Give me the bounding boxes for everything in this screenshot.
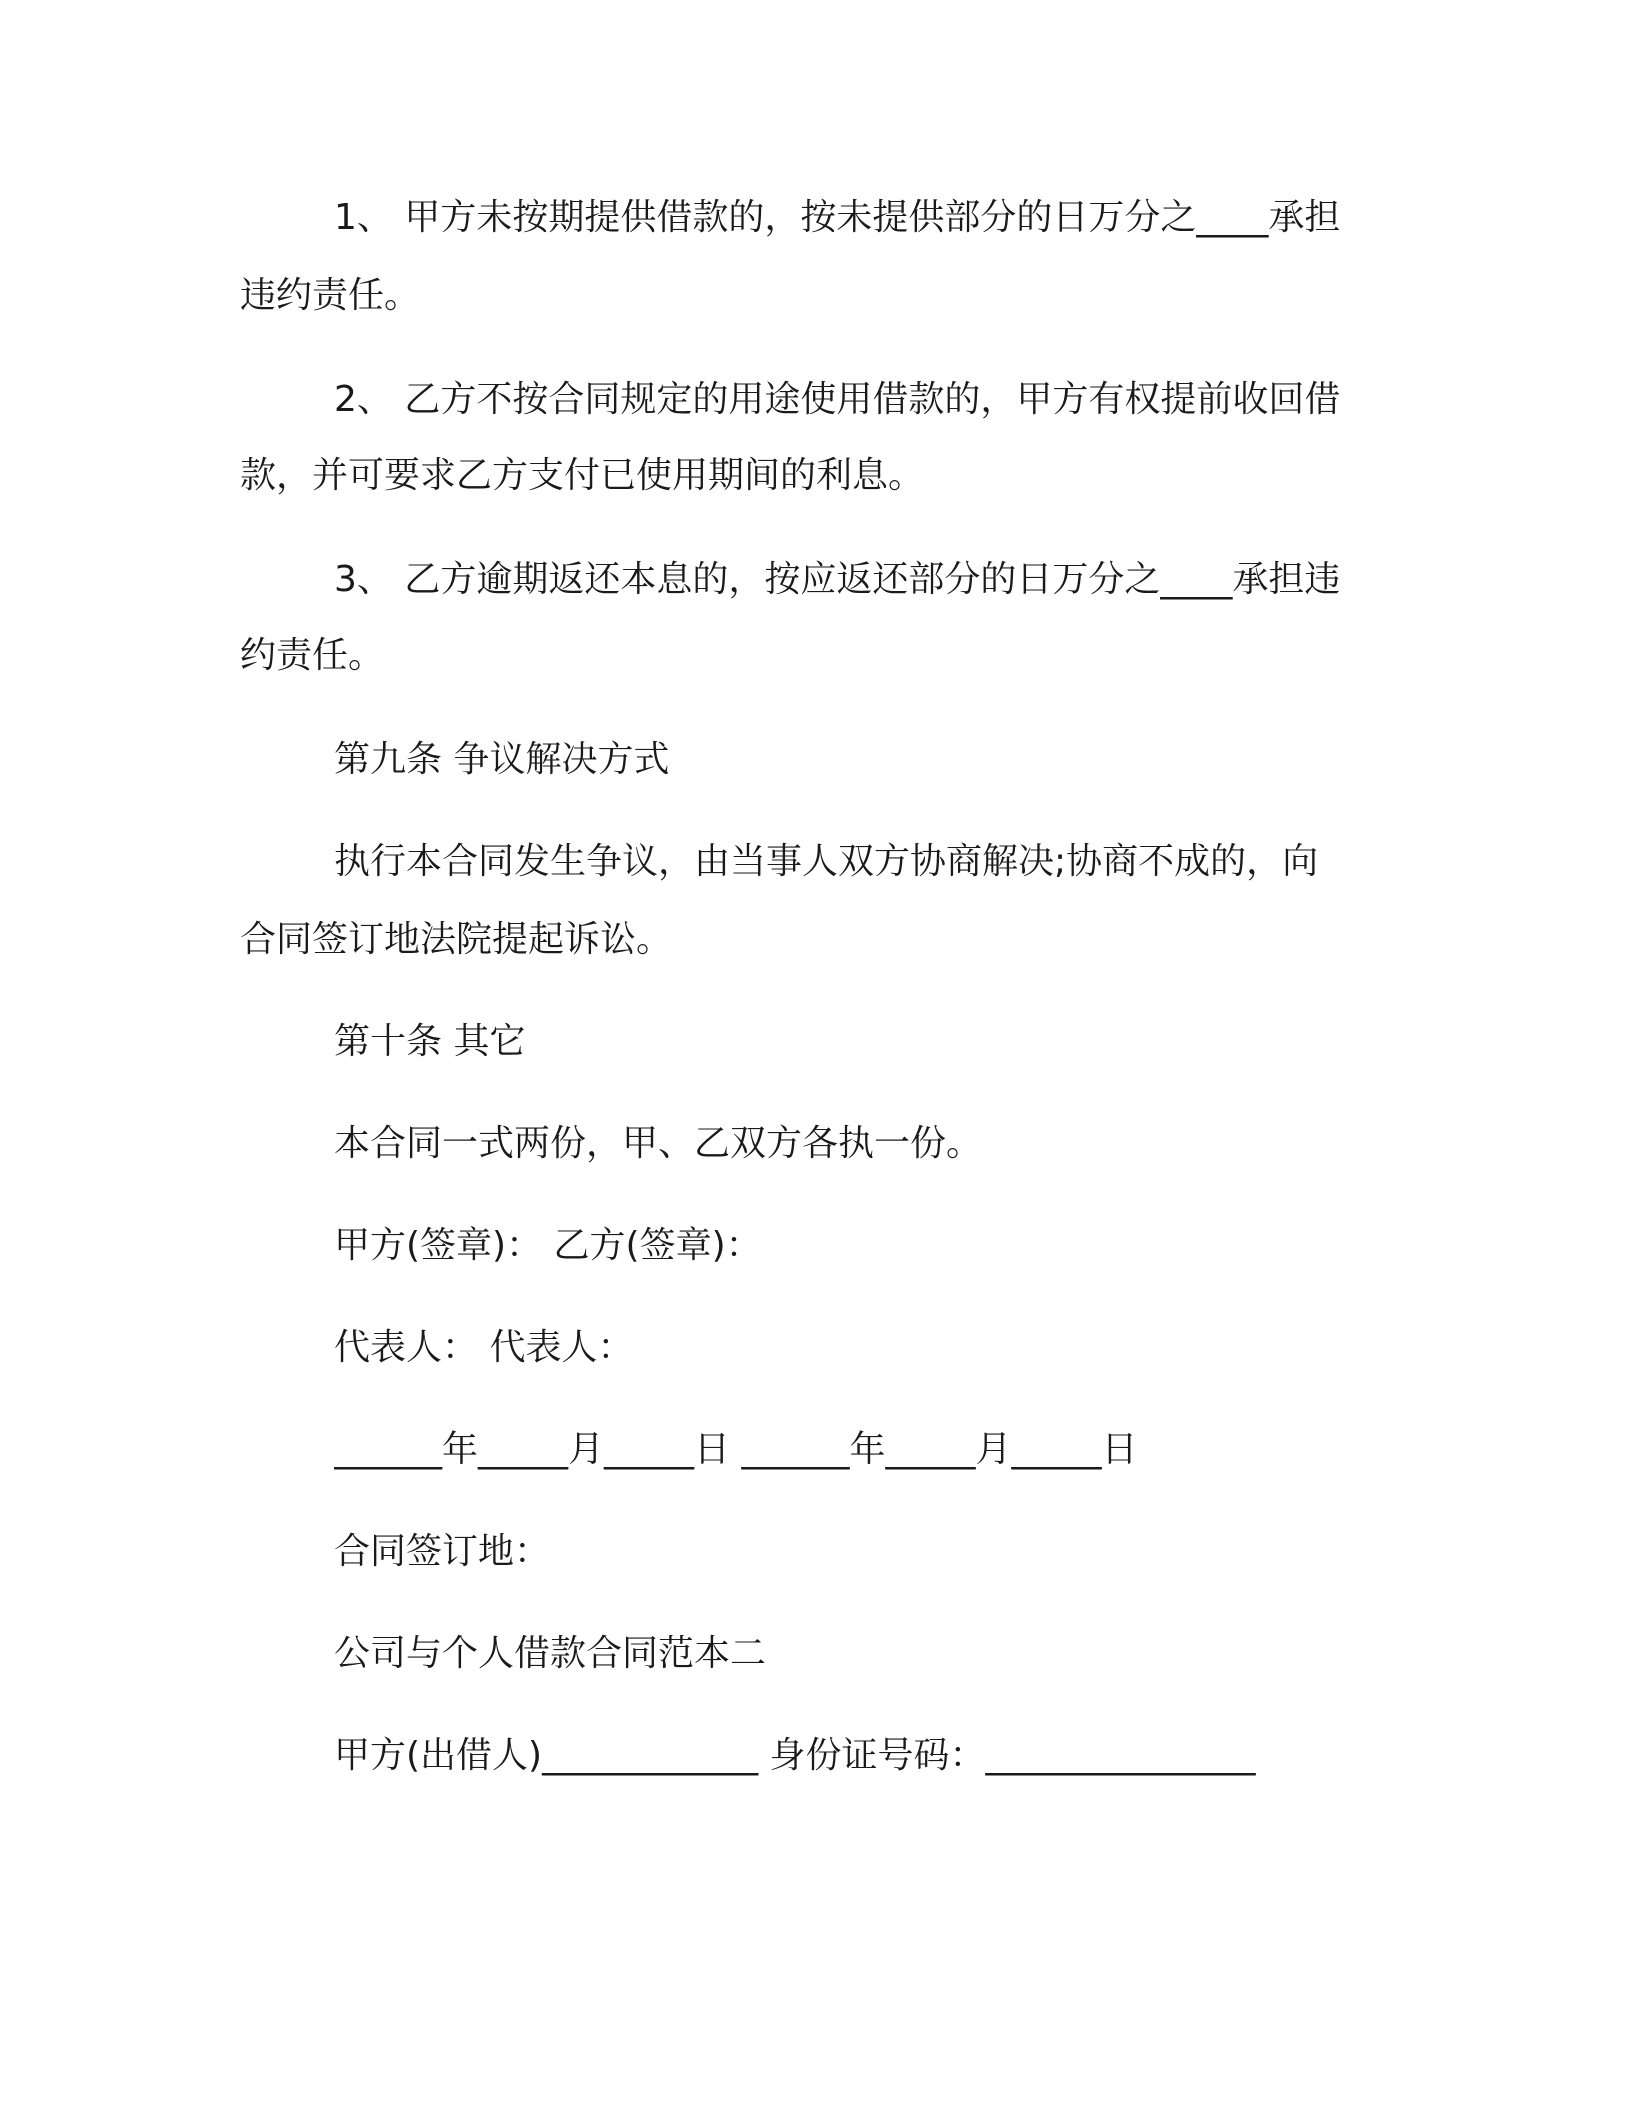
- clause-8-item-1-line-1: 1、 甲方未按期提供借款的，按未提供部分的日万分之____承担: [334, 197, 1341, 238]
- clause-8-item-3-line-1: 3、 乙方逾期返还本息的，按应返还部分的日万分之____承担违: [334, 559, 1341, 600]
- signature-dates: ______年_____月_____日 ______年_____月_____日: [334, 1429, 1138, 1470]
- clause-8-item-1-line-2: 违约责任。: [240, 275, 421, 316]
- clause-9-heading: 第九条 争议解决方式: [334, 739, 670, 780]
- clause-10-body: 本合同一式两份，甲、乙双方各执一份。: [334, 1123, 983, 1164]
- clause-8-item-3-line-2: 约责任。: [240, 635, 385, 676]
- signature-parties: 甲方(签章)： 乙方(签章)：: [334, 1225, 762, 1266]
- clause-8-item-2-line-1: 2、 乙方不按合同规定的用途使用借款的，甲方有权提前收回借: [334, 379, 1341, 420]
- clause-10-heading: 第十条 其它: [334, 1021, 526, 1062]
- lender-id-line: 甲方(出借人)____________ 身份证号码：_______________: [334, 1735, 1256, 1776]
- signing-place: 合同签订地：: [334, 1531, 551, 1572]
- clause-9-body-line-2: 合同签订地法院提起诉讼。: [240, 919, 673, 960]
- second-contract-title: 公司与个人借款合同范本二: [334, 1633, 767, 1674]
- clause-9-body-line-1: 执行本合同发生争议，由当事人双方协商解决;协商不成的，向: [334, 841, 1319, 882]
- clause-8-item-2-line-2: 款，并可要求乙方支付已使用期间的利息。: [240, 455, 925, 496]
- signature-representatives: 代表人： 代表人：: [334, 1327, 634, 1368]
